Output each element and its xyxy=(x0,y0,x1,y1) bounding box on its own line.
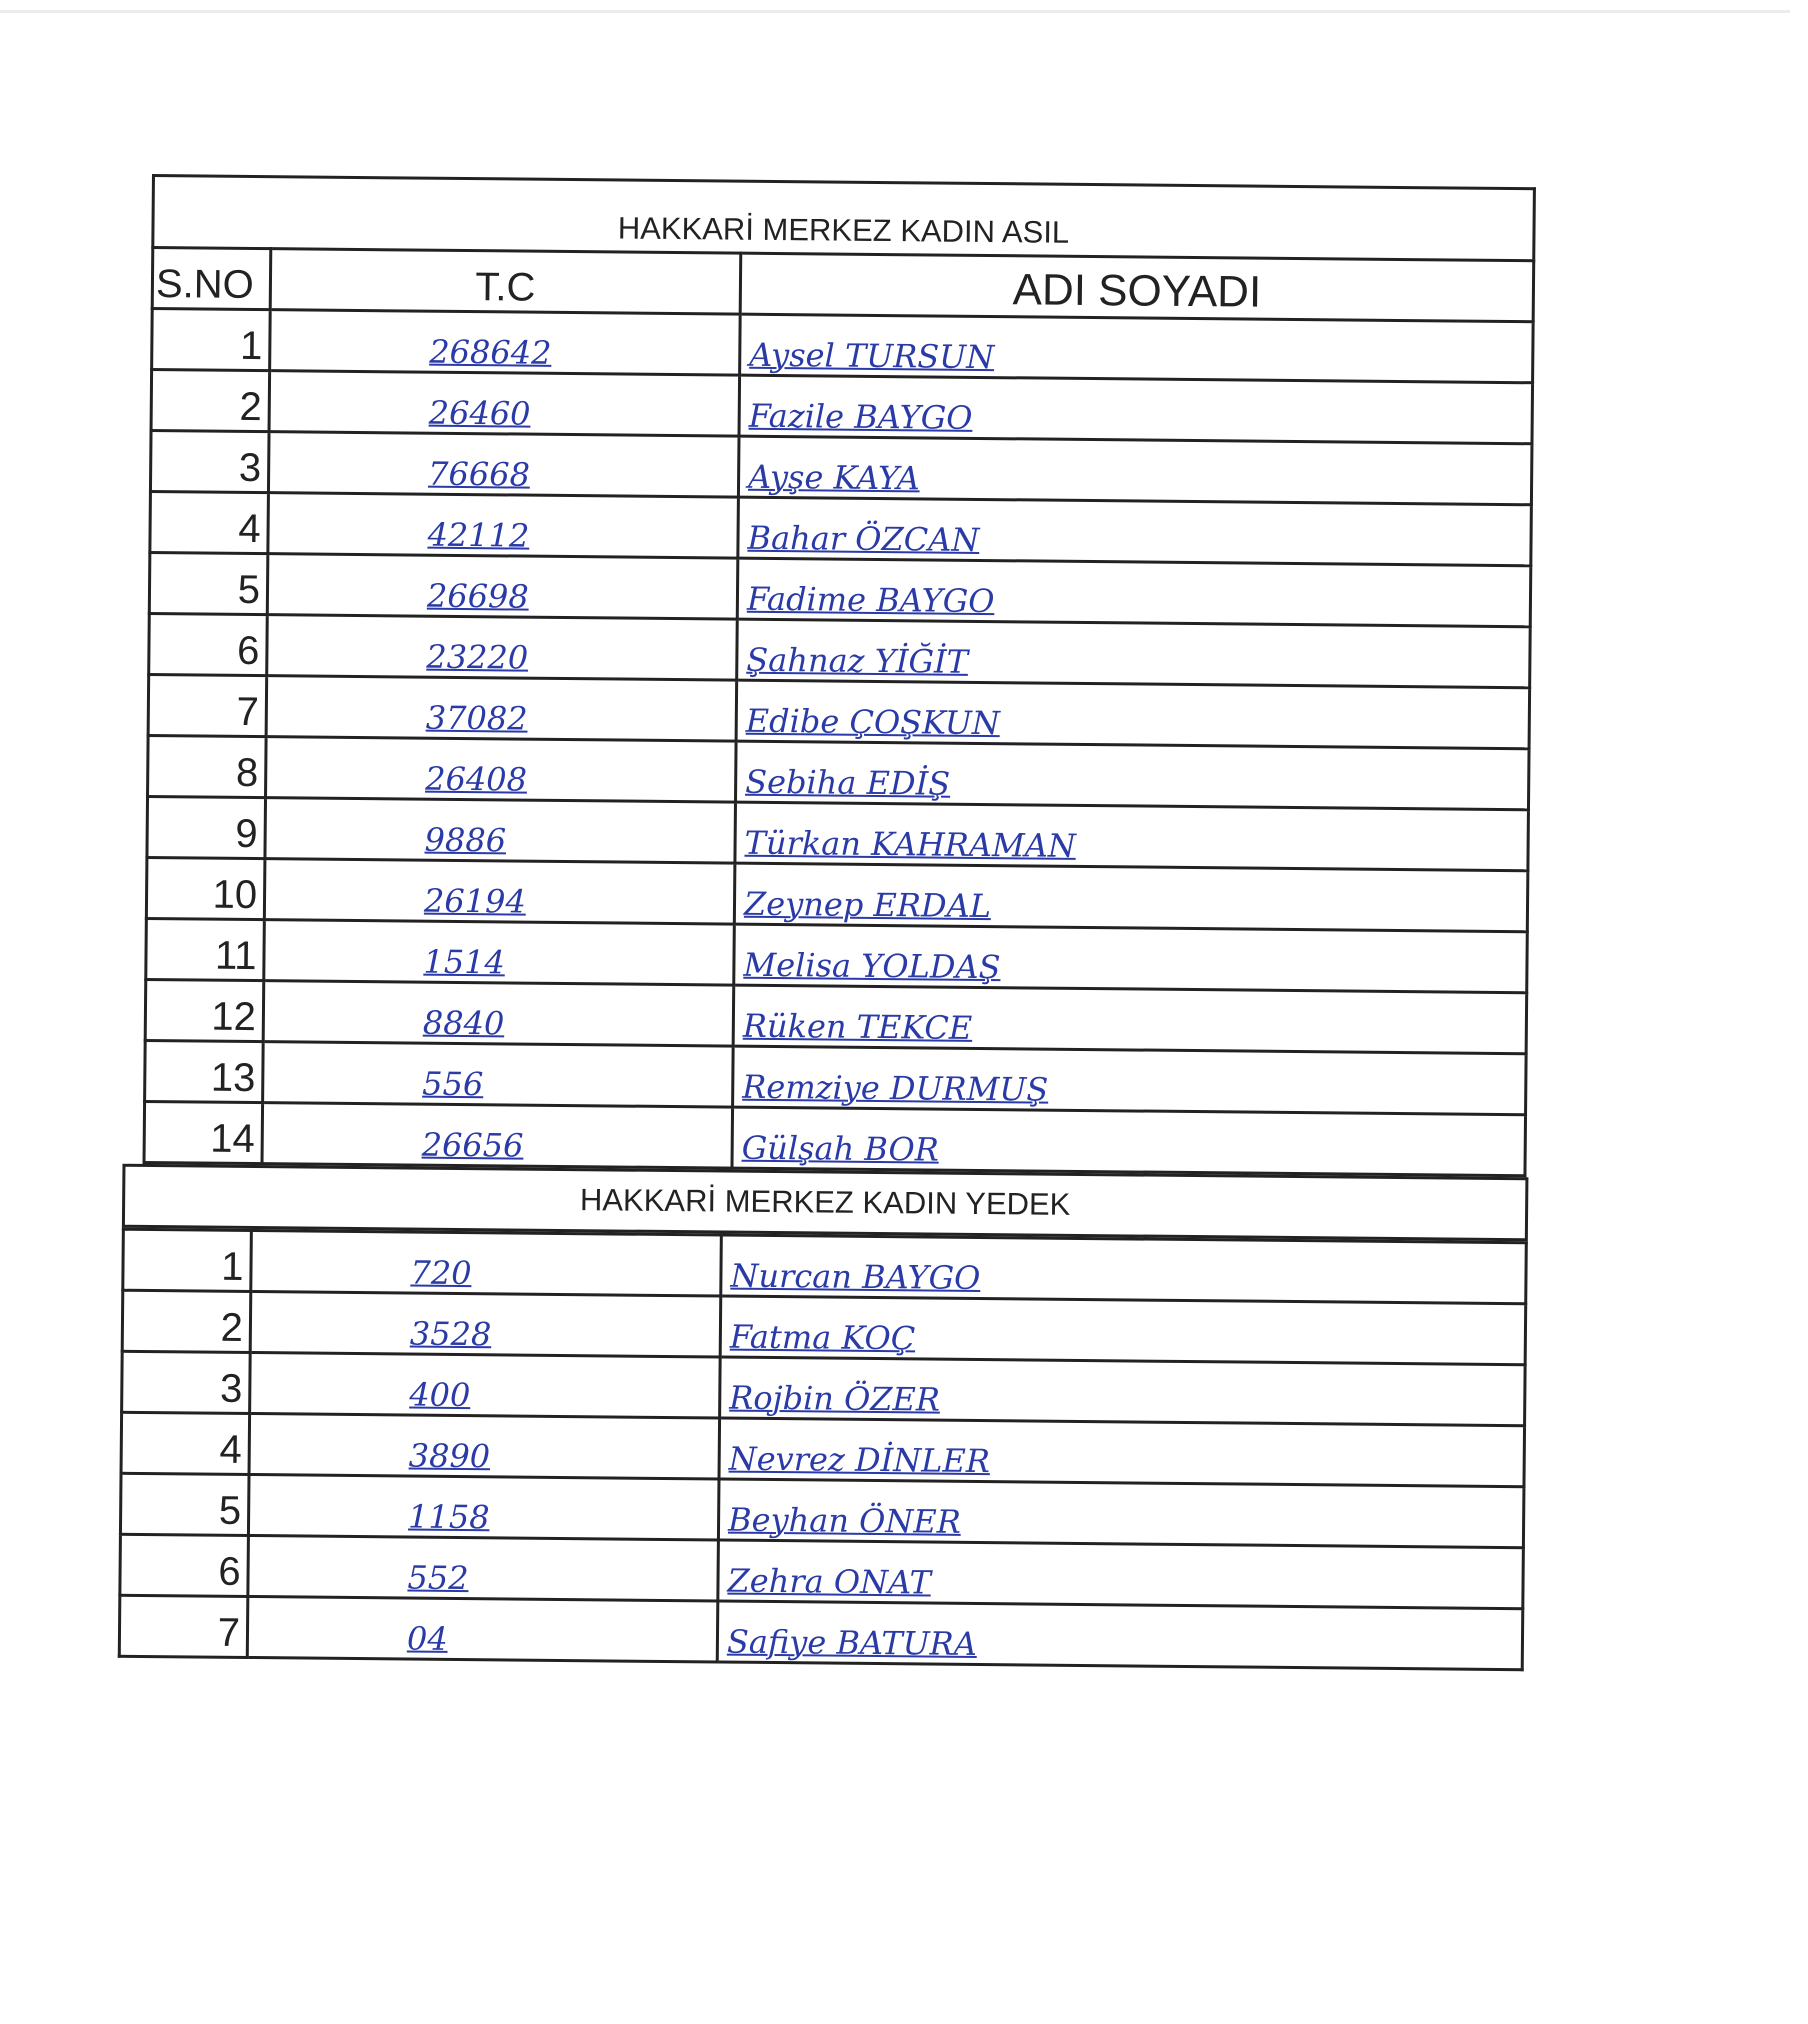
row-number: 13 xyxy=(145,1040,264,1102)
tc-cell xyxy=(264,859,735,925)
name-cell xyxy=(737,619,1531,688)
name-value: Ayşe KAYA xyxy=(747,457,920,498)
row-number: 6 xyxy=(149,613,268,675)
name-value: Beyhan ÖNER xyxy=(727,1500,961,1541)
row-number: 14 xyxy=(144,1101,263,1163)
main-section-title: HAKKARİ MERKEZ KADIN ASIL xyxy=(151,174,1536,259)
tc-value: 23220 xyxy=(426,637,529,677)
name-cell xyxy=(734,863,1528,932)
name-cell xyxy=(718,1479,1524,1548)
tc-value: 42112 xyxy=(427,515,530,555)
name-cell xyxy=(720,1357,1526,1426)
tc-value: 76668 xyxy=(427,454,531,494)
name-cell xyxy=(721,1235,1527,1304)
tc-cell xyxy=(263,1042,734,1108)
name-value: Fadime BAYGO xyxy=(746,579,995,621)
name-cell xyxy=(718,1540,1524,1609)
name-cell xyxy=(739,375,1533,444)
row-number: 2 xyxy=(151,370,270,432)
row-number: 4 xyxy=(150,491,269,553)
tc-value: 26698 xyxy=(426,576,529,616)
tc-cell xyxy=(250,1291,721,1357)
tc-value: 1158 xyxy=(407,1497,490,1537)
row-number: 1 xyxy=(152,309,271,371)
tc-cell xyxy=(269,371,740,437)
tc-cell xyxy=(268,432,739,498)
tc-value: 26408 xyxy=(425,759,528,799)
row-number: 5 xyxy=(149,552,268,614)
tc-value: 37082 xyxy=(425,698,528,738)
table-row xyxy=(119,1595,1523,1669)
name-value: Safiye BATURA xyxy=(726,1622,978,1663)
tc-cell xyxy=(251,1231,722,1297)
row-number: 7 xyxy=(119,1595,248,1657)
tc-value: 400 xyxy=(409,1375,471,1415)
reserve-table-body xyxy=(119,1229,1526,1669)
name-value: Remziye DURMUŞ xyxy=(742,1067,1049,1109)
header-name: ADI SOYADI xyxy=(740,253,1534,322)
name-value: Gülşah BOR xyxy=(741,1128,939,1169)
tc-cell xyxy=(266,737,737,803)
name-cell xyxy=(732,1107,1526,1176)
reserve-table xyxy=(118,1228,1528,1671)
tc-cell xyxy=(262,1103,733,1169)
tc-cell xyxy=(270,310,741,376)
row-number: 6 xyxy=(120,1534,249,1596)
row-number: 3 xyxy=(150,431,269,493)
table-row xyxy=(144,1101,1526,1175)
name-value: Fazile BAYGO xyxy=(748,396,973,437)
name-cell xyxy=(738,436,1532,505)
name-value: Nurcan BAYGO xyxy=(730,1256,981,1298)
scan-edge xyxy=(0,10,1790,13)
name-cell xyxy=(720,1296,1526,1365)
row-number: 11 xyxy=(146,918,265,980)
tc-cell xyxy=(248,1535,719,1601)
tc-value: 9886 xyxy=(424,820,507,860)
name-value: Aysel TURSUN xyxy=(749,335,995,377)
row-number: 1 xyxy=(123,1229,252,1291)
tc-value: 3528 xyxy=(409,1314,492,1354)
tc-cell xyxy=(267,615,738,681)
tc-cell xyxy=(247,1596,718,1662)
tc-value: 04 xyxy=(406,1619,448,1658)
tc-value: 268642 xyxy=(429,332,552,372)
tc-value: 3890 xyxy=(408,1436,491,1476)
name-value: Sebiha EDİŞ xyxy=(745,762,951,803)
name-cell xyxy=(734,924,1528,993)
tc-value: 8840 xyxy=(422,1003,505,1043)
name-value: Rüken TEKCE xyxy=(742,1006,973,1047)
tc-cell xyxy=(250,1352,721,1418)
name-value: Bahar ÖZCAN xyxy=(747,518,980,559)
row-number: 2 xyxy=(122,1290,251,1352)
name-cell xyxy=(738,497,1532,566)
name-value: Türkan KAHRAMAN xyxy=(744,823,1076,865)
document-sheet xyxy=(138,174,1536,1671)
name-value: Melisa YOLDAŞ xyxy=(743,945,1001,987)
row-number: 9 xyxy=(147,796,266,858)
tc-cell xyxy=(249,1413,720,1479)
name-cell xyxy=(733,985,1527,1054)
header-sno: S.NO xyxy=(152,248,271,310)
tc-cell xyxy=(265,798,736,864)
row-number: 10 xyxy=(146,857,265,919)
row-number: 5 xyxy=(120,1473,249,1535)
tc-cell xyxy=(248,1474,719,1540)
tc-value: 556 xyxy=(422,1064,484,1104)
name-value: Zeynep ERDAL xyxy=(743,884,992,926)
main-table xyxy=(142,246,1535,1177)
name-cell xyxy=(719,1418,1525,1487)
tc-value: 720 xyxy=(410,1253,472,1293)
tc-cell xyxy=(268,493,739,559)
name-cell xyxy=(717,1601,1523,1670)
tc-cell xyxy=(264,920,735,986)
name-value: Zehra ONAT xyxy=(727,1561,931,1602)
name-value: Rojbin ÖZER xyxy=(729,1378,941,1419)
tc-value: 26656 xyxy=(421,1125,524,1165)
name-value: Nevrez DİNLER xyxy=(728,1439,991,1481)
name-cell xyxy=(737,558,1531,627)
tc-value: 26194 xyxy=(423,881,527,921)
row-number: 12 xyxy=(145,979,264,1041)
tc-value: 552 xyxy=(407,1558,469,1598)
main-table-body xyxy=(144,309,1533,1176)
row-number: 7 xyxy=(148,674,267,736)
name-cell xyxy=(740,314,1534,383)
name-value: Fatma KOÇ xyxy=(729,1317,916,1358)
name-cell xyxy=(733,1046,1527,1115)
tc-value: 1514 xyxy=(423,942,506,982)
tc-cell xyxy=(267,554,738,620)
name-value: Edibe ÇOŞKUN xyxy=(745,701,1000,743)
tc-cell xyxy=(266,676,737,742)
name-value: Şahnaz YİĞİT xyxy=(746,640,969,681)
name-cell xyxy=(735,802,1529,871)
name-cell xyxy=(735,741,1529,810)
header-tc: T.C xyxy=(270,249,741,315)
tc-value: 26460 xyxy=(428,393,531,433)
reserve-section-title: HAKKARİ MERKEZ KADIN YEDEK xyxy=(122,1164,1529,1241)
name-cell xyxy=(736,680,1530,749)
row-number: 3 xyxy=(122,1351,251,1413)
tc-cell xyxy=(263,981,734,1047)
row-number: 8 xyxy=(148,735,267,797)
row-number: 4 xyxy=(121,1412,250,1474)
